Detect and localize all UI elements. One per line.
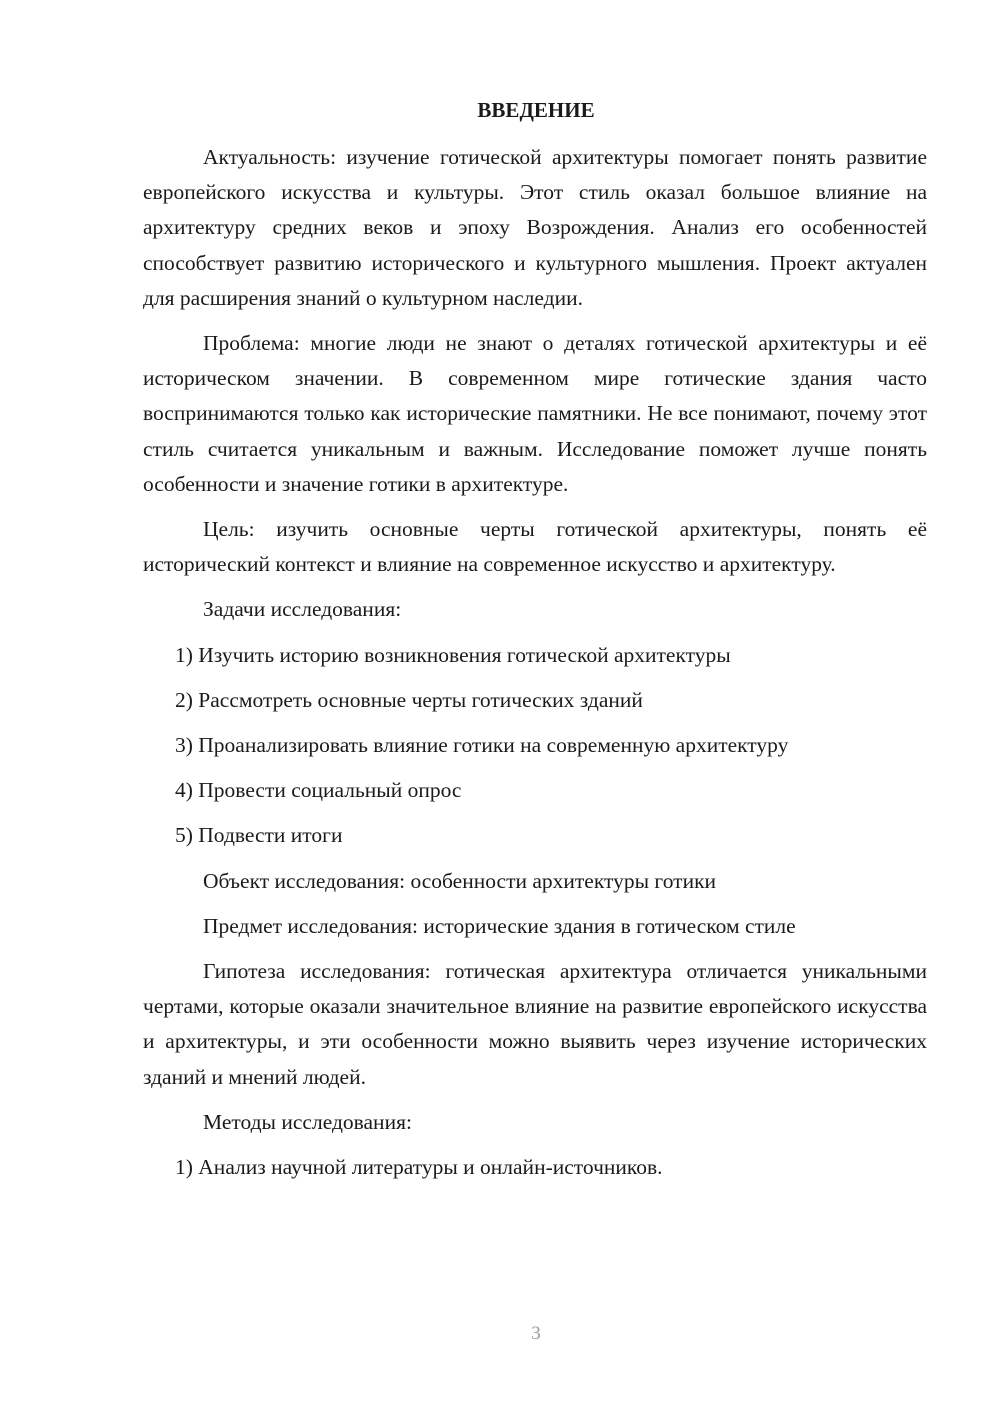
hypothesis-paragraph: Гипотеза исследования: готическая архитектура отличается уникальными чертами, которые оказали значительное влияние на развитие европейского искусства и архитектуры, и эти особенности можно выявить через изучение исторических зданий и мнений людей. — [143, 959, 927, 1089]
list-item: 3) Проанализировать влияние готики на современную архитектуру — [175, 733, 789, 758]
list-item: 4) Провести социальный опрос — [175, 778, 462, 803]
relevance-paragraph: Актуальность: изучение готической архитектуры помогает понять развитие европейского искусства и культуры. Этот стиль оказал большое влияние на архитектуру средних веков и эпоху Возрождения. Анализ его особенностей способствует развитию исторического и культурного мышления. Проект актуален для расширения знаний о культурном наследии. — [143, 145, 927, 310]
subject-line: Предмет исследования: исторические здания в готическом стиле — [203, 913, 796, 938]
problem-paragraph: Проблема: многие люди не знают о деталях готической архитектуры и её историческом значении. В современном мире готические здания часто воспринимаются только как исторические памятники. Не все понимают, почему этот стиль считается уникальным и важным. Исследование поможет лучше понять особенности и значение готики в архитектуре. — [143, 331, 927, 496]
section-title: ВВЕДЕНИЕ — [477, 98, 595, 122]
page-number: 3 — [531, 1323, 541, 1344]
object-line: Объект исследования: особенности архитектуры готики — [203, 868, 717, 893]
methods-heading: Методы исследования: — [203, 1109, 412, 1134]
goal-paragraph: Цель: изучить основные черты готической архитектуры, понять её исторический контекст и влияние на современное искусство и архитектуру. — [143, 517, 927, 577]
tasks-list — [143, 638, 927, 854]
list-item: 1) Изучить историю возникновения готической архитектуры — [175, 642, 731, 667]
tasks-heading: Задачи исследования: — [203, 597, 402, 622]
body-text — [143, 140, 927, 1195]
list-item: 5) Подвести итоги — [175, 823, 343, 848]
list-item: 1) Анализ научной литературы и онлайн-источников. — [175, 1155, 663, 1180]
list-item: 2) Рассмотреть основные черты готических зданий — [175, 687, 643, 712]
methods-list — [143, 1150, 927, 1185]
